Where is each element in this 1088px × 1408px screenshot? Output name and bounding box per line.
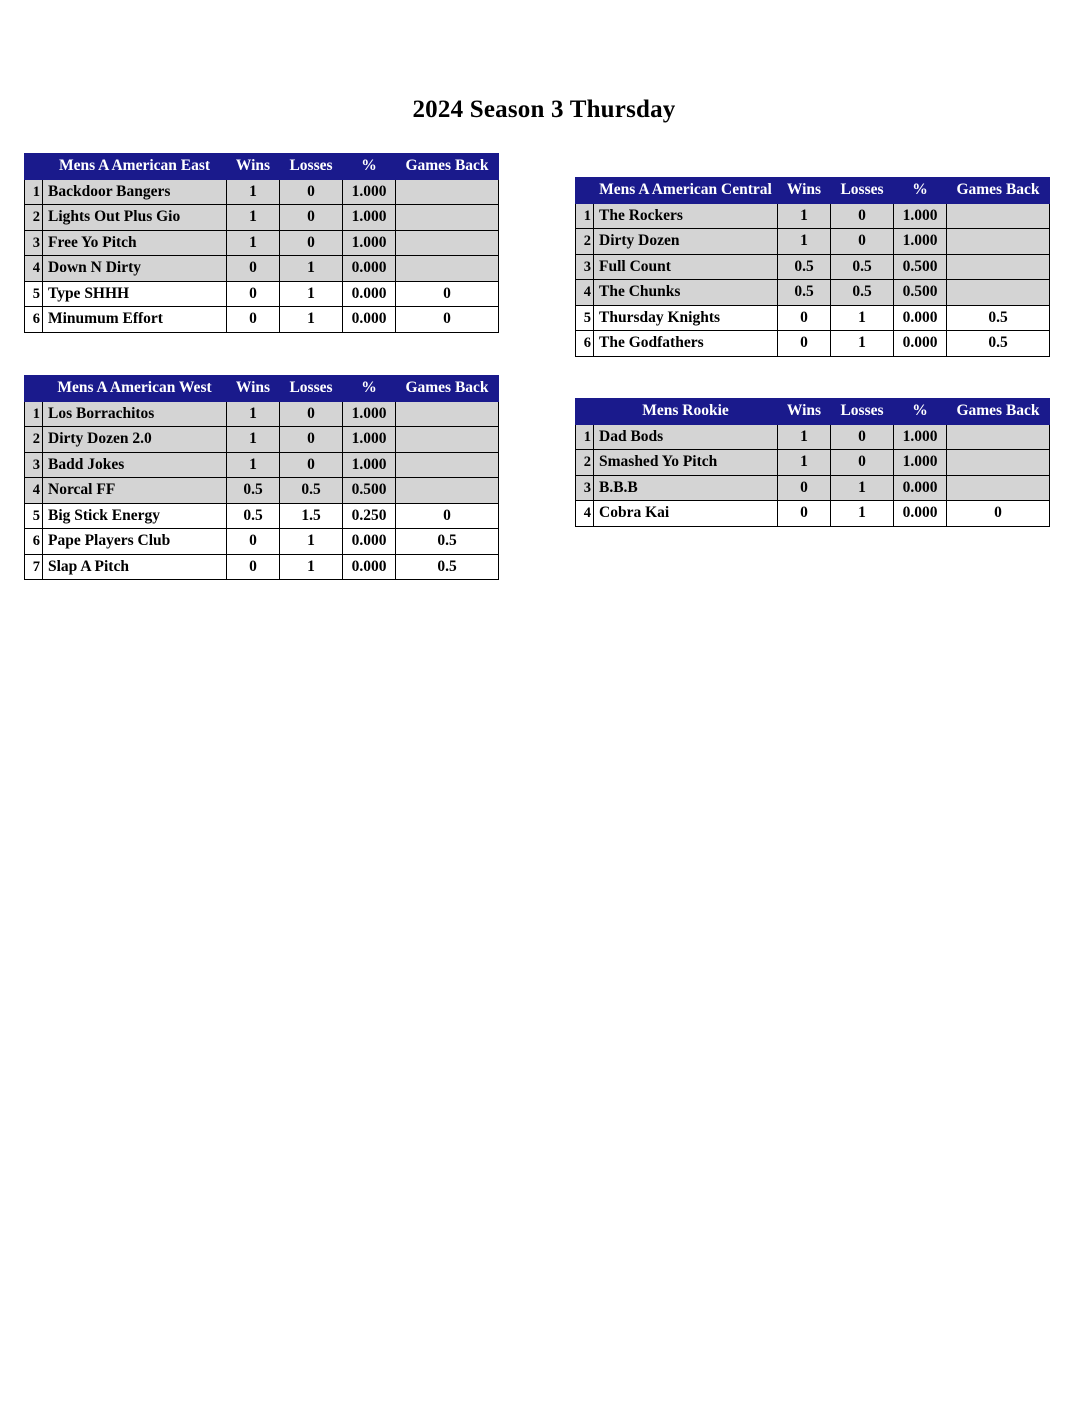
team-name: Backdoor Bangers — [43, 179, 227, 205]
table-header-row — [25, 376, 499, 402]
team-losses: 0 — [831, 450, 894, 476]
team-win-pct: 0.000 — [894, 475, 947, 501]
table-row — [576, 254, 1050, 280]
team-name: The Rockers — [594, 203, 778, 229]
team-games-back: 0 — [396, 281, 499, 307]
team-losses: 1 — [280, 529, 343, 555]
team-rank: 4 — [576, 280, 594, 306]
team-name: Dirty Dozen 2.0 — [43, 427, 227, 453]
column-header-pct: % — [343, 376, 396, 402]
team-rank: 5 — [25, 503, 43, 529]
team-win-pct: 0.000 — [343, 256, 396, 282]
column-header-rank — [576, 399, 594, 425]
team-wins: 0 — [778, 501, 831, 527]
team-name: Slap A Pitch — [43, 554, 227, 580]
table-row — [25, 427, 499, 453]
team-games-back — [947, 424, 1050, 450]
team-win-pct: 0.000 — [894, 501, 947, 527]
team-losses: 1 — [280, 256, 343, 282]
team-wins: 1 — [778, 450, 831, 476]
team-wins: 0 — [227, 256, 280, 282]
team-win-pct: 1.000 — [343, 401, 396, 427]
team-games-back — [396, 452, 499, 478]
team-wins: 1 — [227, 205, 280, 231]
table-row — [576, 305, 1050, 331]
table-row — [25, 503, 499, 529]
team-name: Los Borrachitos — [43, 401, 227, 427]
table-row — [25, 401, 499, 427]
team-losses: 1 — [831, 475, 894, 501]
team-wins: 0 — [227, 307, 280, 333]
team-win-pct: 0.500 — [894, 280, 947, 306]
team-win-pct: 1.000 — [894, 229, 947, 255]
team-win-pct: 0.000 — [894, 331, 947, 357]
team-name: The Godfathers — [594, 331, 778, 357]
team-name: Dirty Dozen — [594, 229, 778, 255]
team-rank: 1 — [576, 203, 594, 229]
column-header-pct: % — [894, 399, 947, 425]
column-header-games-back: Games Back — [396, 154, 499, 180]
team-wins: 1 — [227, 452, 280, 478]
team-games-back — [396, 427, 499, 453]
table-row — [25, 529, 499, 555]
table-row — [576, 331, 1050, 357]
team-name: Cobra Kai — [594, 501, 778, 527]
team-games-back — [396, 256, 499, 282]
column-header-games-back: Games Back — [396, 376, 499, 402]
team-wins: 0.5 — [227, 503, 280, 529]
team-wins: 0.5 — [778, 280, 831, 306]
column-header-rank — [25, 376, 43, 402]
team-win-pct: 1.000 — [894, 203, 947, 229]
team-losses: 0 — [280, 452, 343, 478]
table-row — [25, 256, 499, 282]
team-name: Dad Bods — [594, 424, 778, 450]
team-rank: 6 — [25, 307, 43, 333]
team-losses: 0.5 — [831, 280, 894, 306]
column-header-losses: Losses — [280, 154, 343, 180]
team-win-pct: 0.500 — [343, 478, 396, 504]
standings-table-mens-rookie — [575, 398, 1050, 527]
team-losses: 0 — [831, 229, 894, 255]
team-wins: 0 — [227, 529, 280, 555]
team-rank: 5 — [25, 281, 43, 307]
team-name: The Chunks — [594, 280, 778, 306]
team-rank: 3 — [25, 230, 43, 256]
column-header-wins: Wins — [778, 178, 831, 204]
team-games-back — [396, 205, 499, 231]
team-name: B.B.B — [594, 475, 778, 501]
team-losses: 0 — [280, 230, 343, 256]
team-rank: 4 — [576, 501, 594, 527]
team-win-pct: 0.000 — [894, 305, 947, 331]
team-win-pct: 1.000 — [343, 179, 396, 205]
team-wins: 1 — [227, 230, 280, 256]
table-row — [576, 280, 1050, 306]
table-row — [576, 229, 1050, 255]
team-losses: 1 — [280, 307, 343, 333]
table-row — [576, 203, 1050, 229]
team-losses: 1 — [280, 554, 343, 580]
column-header-division: Mens A American Central — [594, 178, 778, 204]
column-header-wins: Wins — [227, 376, 280, 402]
column-header-pct: % — [343, 154, 396, 180]
team-games-back — [947, 280, 1050, 306]
team-games-back — [947, 450, 1050, 476]
team-rank: 1 — [25, 401, 43, 427]
team-losses: 1 — [831, 305, 894, 331]
team-rank: 2 — [576, 229, 594, 255]
team-games-back — [396, 230, 499, 256]
column-header-losses: Losses — [831, 399, 894, 425]
table-row — [25, 281, 499, 307]
team-rank: 2 — [576, 450, 594, 476]
team-wins: 0.5 — [778, 254, 831, 280]
team-rank: 4 — [25, 256, 43, 282]
team-games-back: 0 — [396, 307, 499, 333]
column-header-games-back: Games Back — [947, 178, 1050, 204]
column-header-rank — [25, 154, 43, 180]
team-rank: 7 — [25, 554, 43, 580]
team-win-pct: 0.500 — [894, 254, 947, 280]
team-name: Lights Out Plus Gio — [43, 205, 227, 231]
team-games-back — [947, 229, 1050, 255]
column-header-division: Mens A American West — [43, 376, 227, 402]
team-wins: 0.5 — [227, 478, 280, 504]
team-name: Minumum Effort — [43, 307, 227, 333]
team-wins: 0 — [778, 475, 831, 501]
column-header-pct: % — [894, 178, 947, 204]
table-row — [576, 475, 1050, 501]
table-row — [25, 205, 499, 231]
column-header-wins: Wins — [778, 399, 831, 425]
table-row — [25, 179, 499, 205]
team-wins: 1 — [778, 229, 831, 255]
team-losses: 0.5 — [280, 478, 343, 504]
team-name: Norcal FF — [43, 478, 227, 504]
team-wins: 1 — [227, 179, 280, 205]
team-rank: 2 — [25, 205, 43, 231]
team-losses: 1 — [831, 331, 894, 357]
team-rank: 3 — [576, 475, 594, 501]
team-win-pct: 0.000 — [343, 554, 396, 580]
team-games-back — [396, 401, 499, 427]
team-rank: 1 — [25, 179, 43, 205]
page-title: 2024 Season 3 Thursday — [412, 96, 676, 123]
team-losses: 0 — [280, 205, 343, 231]
team-win-pct: 1.000 — [343, 205, 396, 231]
team-win-pct: 1.000 — [343, 427, 396, 453]
column-header-wins: Wins — [227, 154, 280, 180]
team-name: Down N Dirty — [43, 256, 227, 282]
team-losses: 0 — [831, 203, 894, 229]
team-win-pct: 1.000 — [894, 450, 947, 476]
table-row — [25, 452, 499, 478]
standings-table-mens-a-american-central — [575, 177, 1050, 357]
column-header-division: Mens A American East — [43, 154, 227, 180]
team-games-back: 0.5 — [396, 554, 499, 580]
team-rank: 3 — [25, 452, 43, 478]
column-header-losses: Losses — [280, 376, 343, 402]
team-rank: 2 — [25, 427, 43, 453]
team-win-pct: 0.000 — [343, 529, 396, 555]
table-row — [576, 501, 1050, 527]
team-wins: 0 — [778, 331, 831, 357]
team-rank: 1 — [576, 424, 594, 450]
team-wins: 1 — [778, 424, 831, 450]
team-rank: 3 — [576, 254, 594, 280]
table-header-row — [576, 178, 1050, 204]
team-games-back: 0 — [396, 503, 499, 529]
team-name: Pape Players Club — [43, 529, 227, 555]
team-name: Smashed Yo Pitch — [594, 450, 778, 476]
team-games-back — [947, 203, 1050, 229]
column-header-games-back: Games Back — [947, 399, 1050, 425]
team-name: Full Count — [594, 254, 778, 280]
table-row — [25, 307, 499, 333]
team-losses: 1.5 — [280, 503, 343, 529]
team-losses: 0 — [280, 179, 343, 205]
table-row — [25, 554, 499, 580]
team-losses: 1 — [280, 281, 343, 307]
team-losses: 0 — [280, 427, 343, 453]
standings-table-mens-a-american-east — [24, 153, 499, 333]
team-name: Free Yo Pitch — [43, 230, 227, 256]
table-row — [576, 450, 1050, 476]
team-games-back: 0 — [947, 501, 1050, 527]
column-header-division: Mens Rookie — [594, 399, 778, 425]
column-header-rank — [576, 178, 594, 204]
team-losses: 1 — [831, 501, 894, 527]
team-rank: 5 — [576, 305, 594, 331]
team-name: Type SHHH — [43, 281, 227, 307]
team-wins: 1 — [227, 427, 280, 453]
team-name: Big Stick Energy — [43, 503, 227, 529]
table-row — [25, 478, 499, 504]
team-wins: 0 — [227, 554, 280, 580]
table-header-row — [25, 154, 499, 180]
team-wins: 0 — [778, 305, 831, 331]
team-wins: 1 — [227, 401, 280, 427]
team-losses: 0 — [831, 424, 894, 450]
team-win-pct: 0.000 — [343, 281, 396, 307]
team-games-back: 0.5 — [947, 331, 1050, 357]
table-header-row — [576, 399, 1050, 425]
table-row — [25, 230, 499, 256]
team-rank: 6 — [576, 331, 594, 357]
team-games-back — [396, 478, 499, 504]
team-losses: 0 — [280, 401, 343, 427]
team-games-back — [947, 475, 1050, 501]
team-losses: 0.5 — [831, 254, 894, 280]
team-rank: 6 — [25, 529, 43, 555]
team-wins: 0 — [227, 281, 280, 307]
team-win-pct: 1.000 — [343, 230, 396, 256]
team-wins: 1 — [778, 203, 831, 229]
team-win-pct: 1.000 — [894, 424, 947, 450]
team-rank: 4 — [25, 478, 43, 504]
column-header-losses: Losses — [831, 178, 894, 204]
team-games-back — [396, 179, 499, 205]
table-row — [576, 424, 1050, 450]
team-games-back: 0.5 — [947, 305, 1050, 331]
team-win-pct: 1.000 — [343, 452, 396, 478]
team-name: Badd Jokes — [43, 452, 227, 478]
standings-table-mens-a-american-west — [24, 375, 499, 580]
team-games-back: 0.5 — [396, 529, 499, 555]
team-games-back — [947, 254, 1050, 280]
team-name: Thursday Knights — [594, 305, 778, 331]
team-win-pct: 0.000 — [343, 307, 396, 333]
team-win-pct: 0.250 — [343, 503, 396, 529]
